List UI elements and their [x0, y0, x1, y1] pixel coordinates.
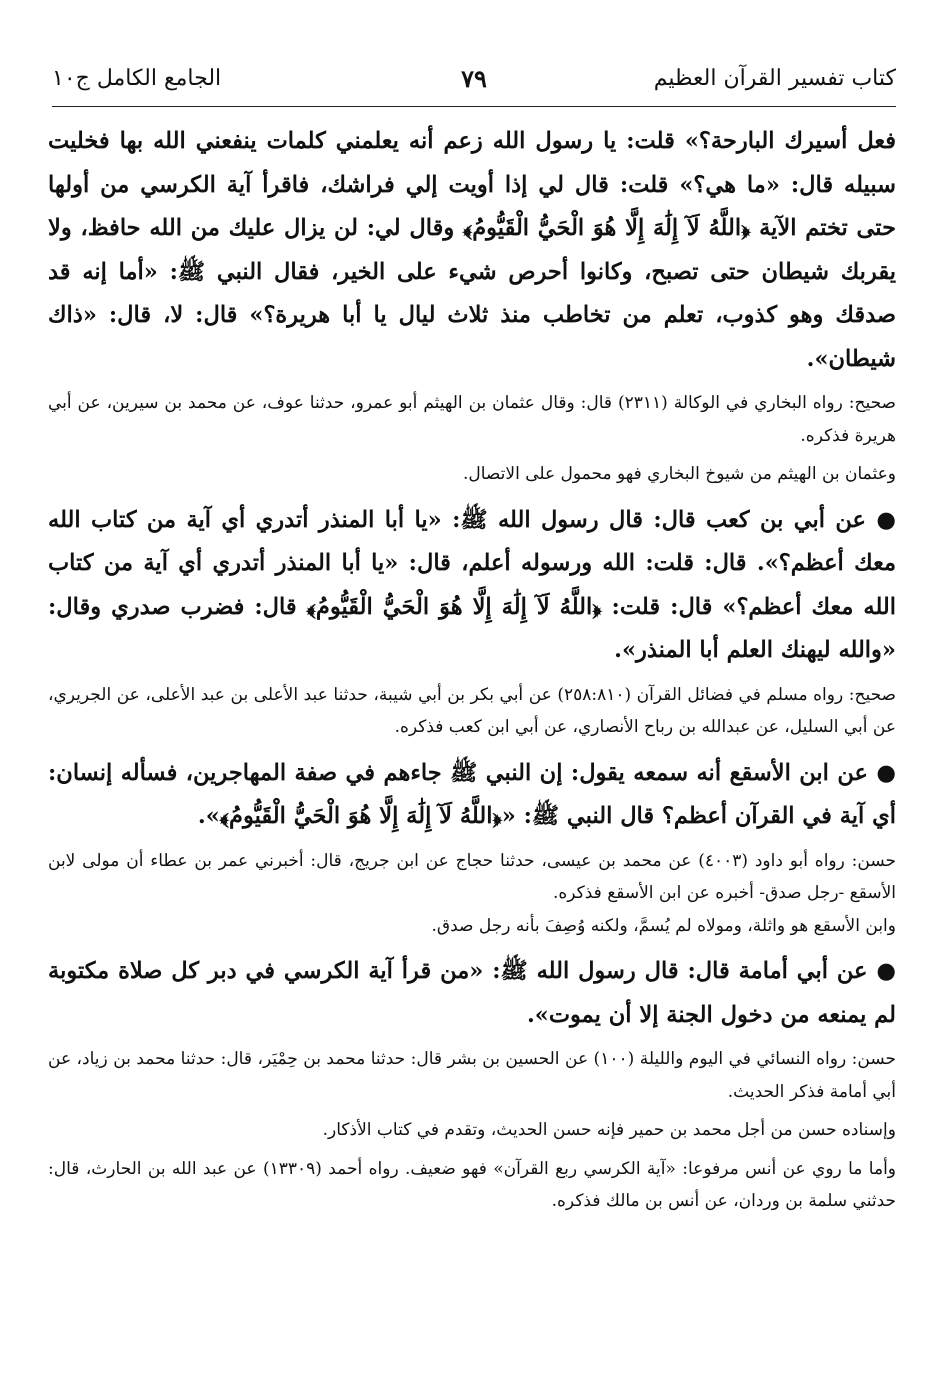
hadith-text: ● عن أبي بن كعب قال: قال رسول الله ﷺ: «يا أبا المنذر أتدري أي آية من كتاب الله معك أعظم؟». قال: قلت: الله ورسوله أعلم، قال: «يا أبا المنذر أتدري أي آية من كتاب الله معك أعظم؟» قال: قلت: ﴿اللَّهُ لَآ إِلَٰهَ إِلَّا هُوَ الْحَيُّ الْقَيُّومُ﴾ قال: فضرب صدري وقال: «والله ليهنك العلم أبا المنذر».: [48, 506, 896, 663]
takhrij-note: صحيح: رواه مسلم في فضائل القرآن (٢٥٨:٨١٠) عن أبي بكر بن أبي شيبة، حدثنا عبد الأعلى بن عبد الأعلى، عن الجريري، عن أبي السليل، عن عبدالله بن رباح الأنصاري، عن أبي ابن كعب فذكره.: [48, 684, 896, 737]
volume-label: الجامع الكامل ج١٠: [52, 66, 222, 91]
takhrij-note: صحيح: رواه البخاري في الوكالة (٢٣١١) قال: وقال عثمان بن الهيثم أبو عمرو، حدثنا عوف، عن محمد بن سيرين، عن أبي هريرة فذكره.: [48, 393, 896, 446]
commentary-note: وأما ما روي عن أنس مرفوعا: «آية الكرسي ربع القرآن» فهو ضعيف. رواه أحمد (١٣٣٠٩) عن عبد الله بن الحارث، قال: حدثني سلمة بن وردان، عن أنس بن مالك فذكره.: [48, 1158, 896, 1211]
page-body: [48, 120, 896, 1218]
hadith-text: ● عن أبي أمامة قال: قال رسول الله ﷺ: «من قرأ آية الكرسي في دبر كل صلاة مكتوبة لم يمنعه من دخول الجنة إلا أن يموت».: [48, 958, 896, 1028]
hadith-text: ● عن ابن الأسقع أنه سمعه يقول: إن النبي ﷺ جاءهم في صفة المهاجرين، فسأله إنسان: أي آية في القرآن أعظم؟ قال النبي ﷺ: «﴿اللَّهُ لَآ إِلَٰهَ إِلَّا هُوَ الْحَيُّ الْقَيُّومُ﴾».: [48, 759, 896, 829]
commentary-note: وابن الأسقع هو واثلة، ومولاه لم يُسمَّ، ولكنه وُصِفَ بأنه رجل صدق.: [431, 915, 896, 936]
book-title: كتاب تفسير القرآن العظيم: [653, 66, 896, 91]
commentary-note: وإسناده حسن من أجل محمد بن حمير فإنه حسن الحديث، وتقدم في كتاب الأذكار.: [322, 1120, 896, 1140]
page-number: ٧٩: [461, 64, 487, 93]
commentary-note: وعثمان بن الهيثم من شيوخ البخاري فهو محمول على الاتصال.: [462, 464, 896, 484]
page-header: [52, 58, 896, 107]
takhrij-note: حسن: رواه النسائي في اليوم والليلة (١٠٠) عن الحسين بن بشر قال: حدثنا محمد بن حِمْيَر، قال: حدثنا محمد بن زياد، عن أبي أمامة فذكر الحديث.: [48, 1049, 896, 1102]
hadith-text: فعل أسيرك البارحة؟» قلت: يا رسول الله زعم أنه يعلمني كلمات ينفعني الله بها فخليت سبيله قال: «ما هي؟» قلت: قال لي إذا أويت إلي فراشك، فاقرأ آية الكرسي من أولها حتى تختم الآية ﴿اللَّهُ لَآ إِلَٰهَ إِلَّا هُوَ الْحَيُّ الْقَيُّومُ﴾ وقال لي: لن يزال عليك من الله حافظ، ولا يقربك شيطان حتى تصبح، وكانوا أحرص شيء على الخير، فقال النبي ﷺ: «أما إنه قد صدقك وهو كذوب، تعلم من تخاطب منذ ثلاث ليال يا أبا هريرة؟» قال: لا، قال: «ذاك شيطان».: [48, 128, 896, 372]
takhrij-note: حسن: رواه أبو داود (٤٠٠٣) عن محمد بن عيسى، حدثنا حجاج عن ابن جريج، قال: أخبرني عمر بن عطاء أن مولى لابن الأسقع -رجل صدق- أخبره عن ابن الأسقع فذكره.: [48, 850, 896, 903]
